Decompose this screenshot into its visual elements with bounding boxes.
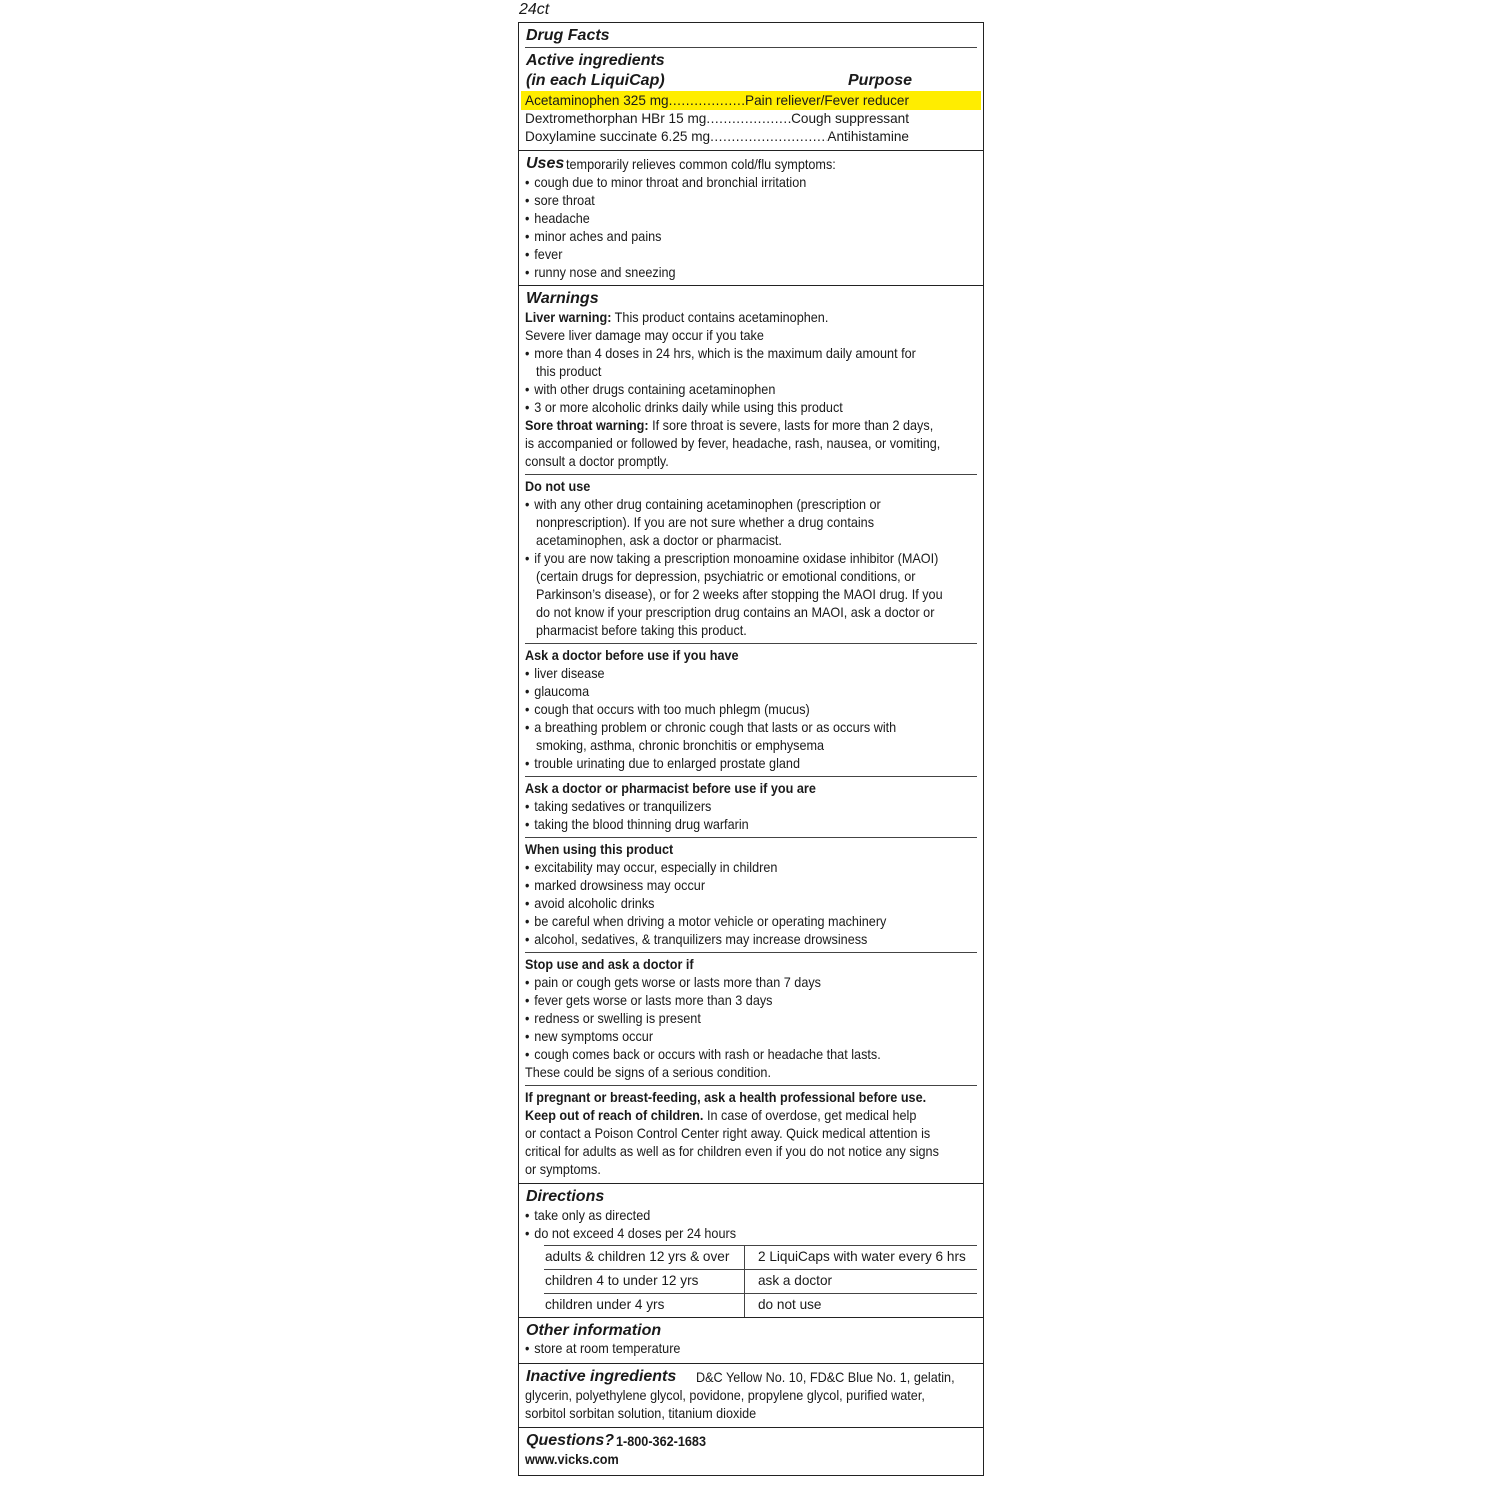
uses-intro: temporarily relieves common cold/flu symptoms: <box>566 157 836 172</box>
questions-heading: Questions? <box>526 1432 615 1449</box>
list-item: • fever <box>525 247 563 262</box>
inactive-line: sorbitol sorbitan solution, titanium dioxide <box>525 1406 757 1421</box>
overdose-line: critical for adults as well as for children even if you do not notice any signs <box>525 1144 939 1159</box>
subsection-divider <box>525 474 977 475</box>
list-item: • take only as directed <box>525 1208 651 1223</box>
dosage-table <box>544 1245 977 1317</box>
active-ingredients-heading: Active ingredients <box>526 52 665 69</box>
list-item: • cough that occurs with too much phlegm (mucus) <box>525 702 810 717</box>
liver-warning: Liver warning: This product contains acetaminophen. <box>525 310 829 325</box>
ingredient-purpose: Antihistamine <box>827 129 909 144</box>
stop-use-footer: These could be signs of a serious condition. <box>525 1065 771 1080</box>
dosage-amount: 2 LiquiCaps with water every 6 hrs <box>758 1249 966 1264</box>
section-divider <box>519 1183 983 1184</box>
section-divider <box>519 1363 983 1364</box>
ingredient-purpose: Cough suppressant <box>791 111 909 126</box>
purpose-heading: Purpose <box>848 72 913 89</box>
ingredient-row <box>525 128 909 146</box>
list-item: • do not exceed 4 doses per 24 hours <box>525 1226 737 1241</box>
list-item: • if you are now taking a prescription monoamine oxidase inhibitor (MAOI) <box>525 551 939 566</box>
list-item-continuation: this product <box>536 364 602 379</box>
title-rule <box>525 47 977 48</box>
list-item: • glaucoma <box>525 684 590 699</box>
subsection-divider <box>525 1085 977 1086</box>
list-item: • minor aches and pains <box>525 229 662 244</box>
list-item-continuation: nonprescription). If you are not sure whether a drug contains <box>536 515 875 530</box>
list-item: • cough due to minor throat and bronchial irritation <box>525 175 807 190</box>
list-item-continuation: do not know if your prescription drug contains an MAOI, ask a doctor or <box>536 605 935 620</box>
subsection-divider <box>525 643 977 644</box>
uses-heading: Uses <box>526 155 565 172</box>
list-item: • new symptoms occur <box>525 1029 654 1044</box>
subsection-divider <box>525 776 977 777</box>
dosage-amount: do not use <box>758 1297 822 1312</box>
list-item-continuation: smoking, asthma, chronic bronchitis or emphysema <box>536 738 825 753</box>
package-count: 24ct <box>519 1 550 18</box>
list-item: • with other drugs containing acetaminophen <box>525 382 776 397</box>
list-item-continuation: acetaminophen, ask a doctor or pharmacist. <box>536 533 782 548</box>
list-item-continuation: Parkinson’s disease), or for 2 weeks after stopping the MAOI drug. If you <box>536 587 943 602</box>
dosage-amount: ask a doctor <box>758 1273 833 1288</box>
ask-pharmacist-heading: Ask a doctor or pharmacist before use if you are <box>525 781 816 796</box>
phone-number: 1-800-362-1683 <box>616 1434 706 1449</box>
inactive-line: glycerin, polyethylene glycol, povidone, propylene glycol, purified water, <box>525 1388 925 1403</box>
inactive-line: D&C Yellow No. 10, FD&C Blue No. 1, gelatin, <box>696 1370 955 1385</box>
directions-heading: Directions <box>526 1188 605 1205</box>
ingredient-name: Doxylamine succinate 6.25 mg <box>525 129 711 144</box>
list-item: • taking sedatives or tranquilizers <box>525 799 712 814</box>
list-item: • more than 4 doses in 24 hrs, which is the maximum daily amount for <box>525 346 916 361</box>
section-divider <box>519 1427 983 1428</box>
ingredient-row <box>525 110 909 128</box>
list-item: • marked drowsiness may occur <box>525 878 706 893</box>
section-divider <box>519 1317 983 1318</box>
website: www.vicks.com <box>525 1452 619 1467</box>
active-ingredients-subheading: (in each LiquiCap) <box>526 72 665 89</box>
ask-doctor-heading: Ask a doctor before use if you have <box>525 648 739 663</box>
subsection-divider <box>525 952 977 953</box>
ingredient-name: Acetaminophen 325 mg <box>525 93 669 108</box>
ingredient-name: Dextromethorphan HBr 15 mg <box>525 111 707 126</box>
list-item: • avoid alcoholic drinks <box>525 896 655 911</box>
sore-throat-line: is accompanied or followed by fever, headache, rash, nausea, or vomiting, <box>525 436 941 451</box>
table-row <box>544 1270 977 1294</box>
list-item: • be careful when driving a motor vehicle or operating machinery <box>525 914 887 929</box>
list-item-continuation: (certain drugs for depression, psychiatric or emotional conditions, or <box>536 569 916 584</box>
pregnancy-warning: If pregnant or breast-feeding, ask a health professional before use. <box>525 1090 927 1105</box>
list-item: • redness or swelling is present <box>525 1011 701 1026</box>
drug-facts-panel <box>518 22 984 1476</box>
subsection-divider <box>525 837 977 838</box>
ingredient-purpose: Pain reliever/Fever reducer <box>745 93 909 108</box>
list-item: • alcohol, sedatives, & tranquilizers may increase drowsiness <box>525 932 868 947</box>
keep-out-of-reach: Keep out of reach of children. In case of overdose, get medical help <box>525 1108 917 1123</box>
warnings-heading: Warnings <box>526 290 599 307</box>
list-item: • with any other drug containing acetaminophen (prescription or <box>525 497 881 512</box>
inactive-ingredients-heading: Inactive ingredients <box>526 1368 677 1385</box>
table-row <box>544 1294 977 1317</box>
list-item: • excitability may occur, especially in children <box>525 860 778 875</box>
ingredient-row <box>525 92 909 110</box>
sore-throat-line: consult a doctor promptly. <box>525 454 669 469</box>
list-item: • liver disease <box>525 666 605 681</box>
section-divider <box>519 285 983 286</box>
list-item: • cough comes back or occurs with rash or headache that lasts. <box>525 1047 881 1062</box>
list-item: • store at room temperature <box>525 1341 681 1356</box>
list-item: • 3 or more alcoholic drinks daily while using this product <box>525 400 843 415</box>
list-item: • pain or cough gets worse or lasts more than 7 days <box>525 975 822 990</box>
dosage-group: adults & children 12 yrs & over <box>545 1249 730 1264</box>
other-info-heading: Other information <box>526 1322 662 1339</box>
do-not-use-heading: Do not use <box>525 479 591 494</box>
list-item-continuation: pharmacist before taking this product. <box>536 623 747 638</box>
section-divider <box>519 150 983 151</box>
list-item: • fever gets worse or lasts more than 3 days <box>525 993 773 1008</box>
dosage-group: children 4 to under 12 yrs <box>545 1273 699 1288</box>
list-item: • runny nose and sneezing <box>525 265 676 280</box>
list-item: • taking the blood thinning drug warfarin <box>525 817 749 832</box>
list-item: • headache <box>525 211 590 226</box>
list-item: • trouble urinating due to enlarged prostate gland <box>525 756 800 771</box>
list-item: • a breathing problem or chronic cough that lasts or as occurs with <box>525 720 897 735</box>
overdose-line: or contact a Poison Control Center right away. Quick medical attention is <box>525 1126 931 1141</box>
overdose-line: or symptoms. <box>525 1162 601 1177</box>
drug-facts-title: Drug Facts <box>526 27 610 44</box>
table-row <box>544 1246 977 1270</box>
sore-throat-warning: Sore throat warning: If sore throat is severe, lasts for more than 2 days, <box>525 418 934 433</box>
liver-warning-line: Severe liver damage may occur if you take <box>525 328 764 343</box>
stop-use-heading: Stop use and ask a doctor if <box>525 957 694 972</box>
dosage-group: children under 4 yrs <box>545 1297 665 1312</box>
list-item: • sore throat <box>525 193 595 208</box>
when-using-heading: When using this product <box>525 842 674 857</box>
